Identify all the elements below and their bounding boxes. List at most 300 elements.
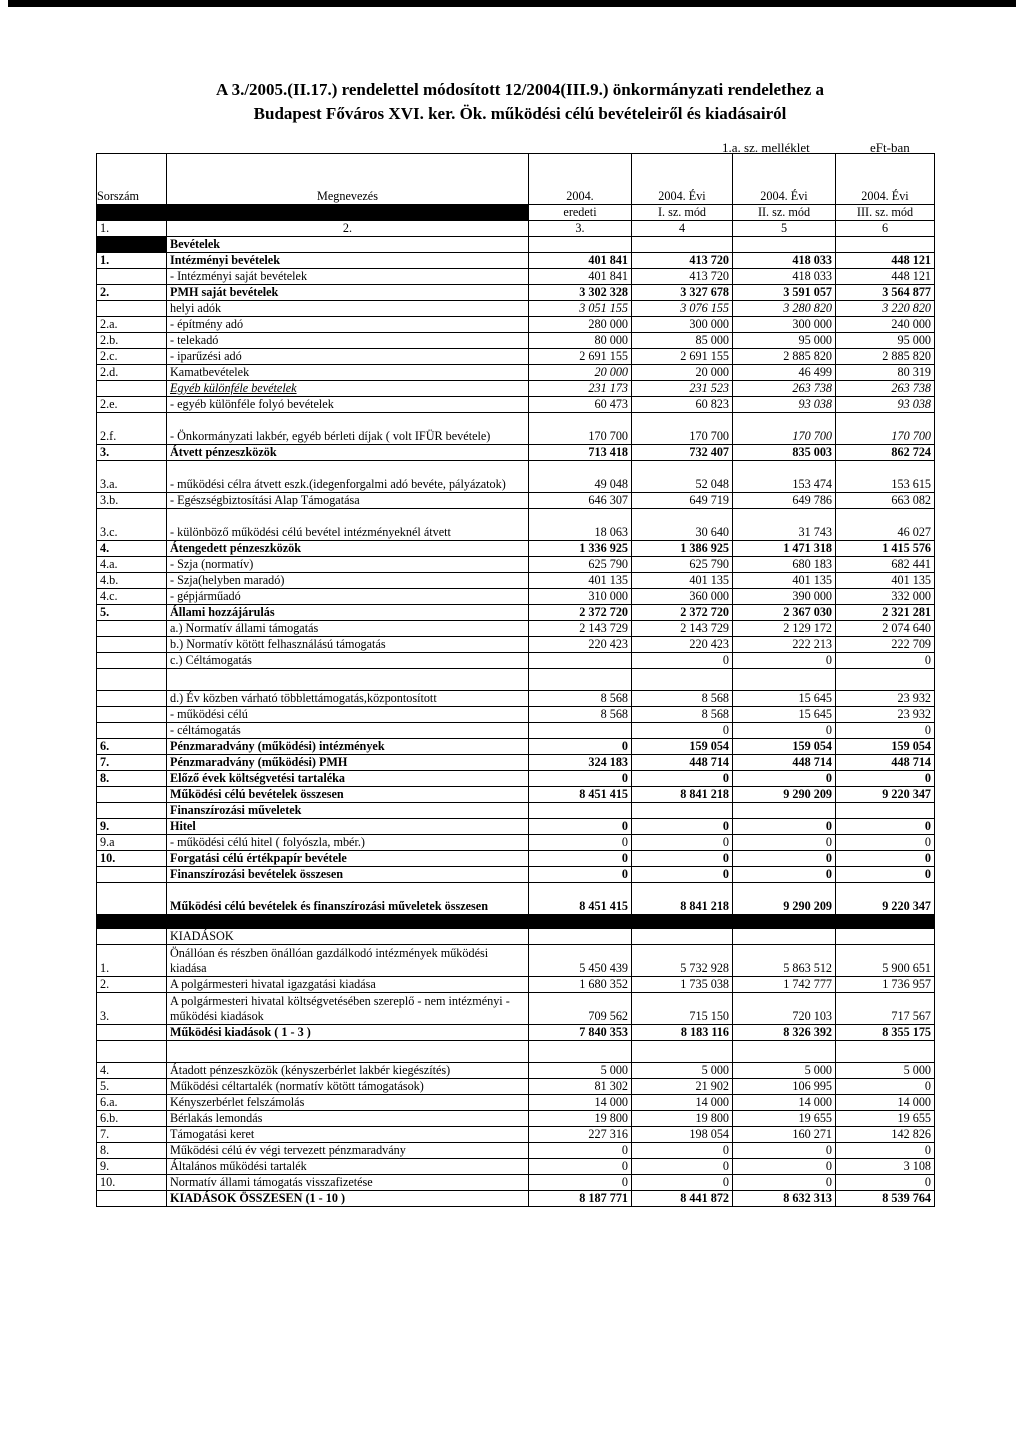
row-name: Intézményi bevételek bbox=[167, 253, 529, 269]
value-cell-col-5: 0 bbox=[733, 723, 836, 739]
row-name: Bérlakás lemondás bbox=[167, 1111, 529, 1127]
row-number: 1. bbox=[97, 945, 167, 977]
section-empty-cell bbox=[97, 929, 167, 945]
table-row bbox=[97, 461, 935, 493]
value-cell-col-5: 46 499 bbox=[733, 365, 836, 381]
value-cell-col-6: 23 932 bbox=[836, 691, 935, 707]
value-cell-col-5: 2 885 820 bbox=[733, 349, 836, 365]
row-name: Pénzmaradvány (működési) intézmények bbox=[167, 739, 529, 755]
value-cell-col-6: 153 615 bbox=[836, 461, 935, 493]
row-number: 7. bbox=[97, 1127, 167, 1143]
colnum-1: 1. bbox=[97, 221, 167, 237]
table-row bbox=[97, 977, 935, 993]
row-number: 6.a. bbox=[97, 1095, 167, 1111]
value-cell-col-5: 0 bbox=[733, 771, 836, 787]
separator-cell bbox=[97, 915, 167, 929]
value-cell-col-5: 401 135 bbox=[733, 573, 836, 589]
row-number bbox=[97, 1041, 167, 1063]
value-cell-col-3 bbox=[529, 803, 632, 819]
row-name: PMH saját bevételek bbox=[167, 285, 529, 301]
value-cell-col-6: 401 135 bbox=[836, 573, 935, 589]
value-cell-col-6: 14 000 bbox=[836, 1095, 935, 1111]
table-row bbox=[97, 349, 935, 365]
header-col-eredeti-bottom: eredeti bbox=[529, 205, 632, 221]
table-row bbox=[97, 669, 935, 691]
value-cell-col-6 bbox=[836, 669, 935, 691]
row-name: c.) Céltámogatás bbox=[167, 653, 529, 669]
value-cell-col-5: 0 bbox=[733, 819, 836, 835]
section-separator-row bbox=[97, 915, 935, 929]
value-cell-col-5: 0 bbox=[733, 1159, 836, 1175]
document-title-line-2: Budapest Főváros XVI. ker. Ök. működési célú bevételeiről és kiadásairól bbox=[253, 104, 787, 123]
table-row bbox=[97, 1191, 935, 1207]
header-col-mod3-top: 2004. Évi bbox=[836, 154, 935, 205]
value-cell-col-6: 0 bbox=[836, 867, 935, 883]
table-row bbox=[97, 381, 935, 397]
value-cell-col-6: 448 714 bbox=[836, 755, 935, 771]
value-cell-col-3: 8 568 bbox=[529, 707, 632, 723]
row-name: - működési célra átvett eszk.(idegenforgalmi adó bevéte, pályázatok) bbox=[167, 461, 529, 493]
value-cell-col-4: 0 bbox=[632, 1143, 733, 1159]
value-cell-col-3: 646 307 bbox=[529, 493, 632, 509]
table-row bbox=[97, 557, 935, 573]
colnum-6: 6 bbox=[836, 221, 935, 237]
value-cell-col-4: 8 568 bbox=[632, 691, 733, 707]
value-cell-col-4: 5 732 928 bbox=[632, 945, 733, 977]
table-row bbox=[97, 1175, 935, 1191]
value-cell-col-6: 0 bbox=[836, 723, 935, 739]
row-name: Önállóan és részben önállóan gazdálkodó intézmények működési kiadása bbox=[167, 945, 529, 977]
table-row bbox=[97, 653, 935, 669]
value-cell-col-3: 280 000 bbox=[529, 317, 632, 333]
row-number: 9. bbox=[97, 1159, 167, 1175]
row-number: 4. bbox=[97, 1063, 167, 1079]
value-cell-col-5: 3 280 820 bbox=[733, 301, 836, 317]
empty-cell bbox=[836, 929, 935, 945]
value-cell-col-3: 0 bbox=[529, 739, 632, 755]
table-row bbox=[97, 621, 935, 637]
row-name: - gépjárműadó bbox=[167, 589, 529, 605]
row-number: 3.a. bbox=[97, 461, 167, 493]
header-col-mod1-top: 2004. Évi bbox=[632, 154, 733, 205]
value-cell-col-3: 0 bbox=[529, 771, 632, 787]
value-cell-col-3 bbox=[529, 723, 632, 739]
row-number: 2.b. bbox=[97, 333, 167, 349]
empty-cell bbox=[529, 929, 632, 945]
table-row bbox=[97, 253, 935, 269]
value-cell-col-6: 2 885 820 bbox=[836, 349, 935, 365]
value-cell-col-6: 0 bbox=[836, 819, 935, 835]
value-cell-col-4: 1 386 925 bbox=[632, 541, 733, 557]
table-row bbox=[97, 755, 935, 771]
row-number: 4.b. bbox=[97, 573, 167, 589]
value-cell-col-3: 8 568 bbox=[529, 691, 632, 707]
value-cell-col-3 bbox=[529, 669, 632, 691]
table-row bbox=[97, 851, 935, 867]
row-name: Működési kiadások ( 1 - 3 ) bbox=[167, 1025, 529, 1041]
row-name: A polgármesteri hivatal igazgatási kiadása bbox=[167, 977, 529, 993]
row-number bbox=[97, 653, 167, 669]
value-cell-col-6: 5 000 bbox=[836, 1063, 935, 1079]
value-cell-col-4: 85 000 bbox=[632, 333, 733, 349]
separator-cell bbox=[836, 915, 935, 929]
value-cell-col-4 bbox=[632, 669, 733, 691]
table-row bbox=[97, 739, 935, 755]
colnum-4: 4 bbox=[632, 221, 733, 237]
value-cell-col-3: 0 bbox=[529, 1143, 632, 1159]
value-cell-col-5: 835 003 bbox=[733, 445, 836, 461]
row-name: - egyéb különféle folyó bevételek bbox=[167, 397, 529, 413]
row-name: Kamatbevételek bbox=[167, 365, 529, 381]
value-cell-col-6: 3 564 877 bbox=[836, 285, 935, 301]
table-row bbox=[97, 1095, 935, 1111]
value-cell-col-6: 8 355 175 bbox=[836, 1025, 935, 1041]
row-name: Támogatási keret bbox=[167, 1127, 529, 1143]
value-cell-col-6: 9 220 347 bbox=[836, 883, 935, 915]
header-row bbox=[97, 154, 935, 205]
value-cell-col-3: 401 135 bbox=[529, 573, 632, 589]
value-cell-col-3: 8 451 415 bbox=[529, 787, 632, 803]
table-row bbox=[97, 1041, 935, 1063]
value-cell-col-4: 20 000 bbox=[632, 365, 733, 381]
table-row bbox=[97, 333, 935, 349]
value-cell-col-6: 0 bbox=[836, 835, 935, 851]
row-number bbox=[97, 621, 167, 637]
table-row bbox=[97, 883, 935, 915]
table-row bbox=[97, 269, 935, 285]
row-name: - Intézményi saját bevételek bbox=[167, 269, 529, 285]
value-cell-col-4: 170 700 bbox=[632, 413, 733, 445]
value-cell-col-5 bbox=[733, 1041, 836, 1063]
row-number bbox=[97, 381, 167, 397]
table-row bbox=[97, 1159, 935, 1175]
row-number: 6. bbox=[97, 739, 167, 755]
value-cell-col-5: 390 000 bbox=[733, 589, 836, 605]
row-number bbox=[97, 637, 167, 653]
column-number-row bbox=[97, 221, 935, 237]
row-number: 2.d. bbox=[97, 365, 167, 381]
value-cell-col-6: 93 038 bbox=[836, 397, 935, 413]
value-cell-col-3: 8 187 771 bbox=[529, 1191, 632, 1207]
row-name: helyi adók bbox=[167, 301, 529, 317]
value-cell-col-5: 418 033 bbox=[733, 269, 836, 285]
section-expense-row bbox=[97, 929, 935, 945]
row-number: 10. bbox=[97, 1175, 167, 1191]
value-cell-col-6: 0 bbox=[836, 1079, 935, 1095]
row-number bbox=[97, 723, 167, 739]
table-row bbox=[97, 605, 935, 621]
value-cell-col-5: 300 000 bbox=[733, 317, 836, 333]
unit-label: eFt-ban bbox=[870, 140, 910, 155]
row-number: 2. bbox=[97, 977, 167, 993]
value-cell-col-3: 2 691 155 bbox=[529, 349, 632, 365]
header-black-cell bbox=[167, 205, 529, 221]
colnum-2: 2. bbox=[167, 221, 529, 237]
header-black-cell bbox=[97, 205, 167, 221]
value-cell-col-4: 715 150 bbox=[632, 993, 733, 1025]
value-cell-col-5: 159 054 bbox=[733, 739, 836, 755]
annex-label: 1.a. sz. melléklet bbox=[722, 140, 810, 155]
row-name: d.) Év közben várható többlettámogatás,központosított bbox=[167, 691, 529, 707]
value-cell-col-3: 0 bbox=[529, 819, 632, 835]
value-cell-col-4: 19 800 bbox=[632, 1111, 733, 1127]
value-cell-col-4: 649 719 bbox=[632, 493, 733, 509]
section-income-label: Bevételek bbox=[167, 237, 529, 253]
value-cell-col-4: 413 720 bbox=[632, 253, 733, 269]
value-cell-col-5: 31 743 bbox=[733, 509, 836, 541]
value-cell-col-6: 23 932 bbox=[836, 707, 935, 723]
value-cell-col-3: 80 000 bbox=[529, 333, 632, 349]
row-number: 7. bbox=[97, 755, 167, 771]
value-cell-col-4: 5 000 bbox=[632, 1063, 733, 1079]
row-name: - iparűzési adó bbox=[167, 349, 529, 365]
separator-cell bbox=[529, 915, 632, 929]
empty-cell bbox=[733, 929, 836, 945]
value-cell-col-6: 332 000 bbox=[836, 589, 935, 605]
value-cell-col-4: 625 790 bbox=[632, 557, 733, 573]
value-cell-col-4: 0 bbox=[632, 1159, 733, 1175]
value-cell-col-6: 0 bbox=[836, 1175, 935, 1191]
row-name: b.) Normatív kötött felhasználású támogatás bbox=[167, 637, 529, 653]
table-row bbox=[97, 993, 935, 1025]
table-row bbox=[97, 317, 935, 333]
value-cell-col-5: 160 271 bbox=[733, 1127, 836, 1143]
value-cell-col-4: 448 714 bbox=[632, 755, 733, 771]
table-row bbox=[97, 445, 935, 461]
value-cell-col-6: 9 220 347 bbox=[836, 787, 935, 803]
row-name: Normatív állami támogatás visszafizetése bbox=[167, 1175, 529, 1191]
row-number: 8. bbox=[97, 1143, 167, 1159]
row-name: - működési célú bbox=[167, 707, 529, 723]
row-number: 4. bbox=[97, 541, 167, 557]
value-cell-col-4: 0 bbox=[632, 653, 733, 669]
row-name: - Egészségbiztosítási Alap Támogatása bbox=[167, 493, 529, 509]
row-number: 9.a bbox=[97, 835, 167, 851]
row-number: 6.b. bbox=[97, 1111, 167, 1127]
value-cell-col-4: 52 048 bbox=[632, 461, 733, 493]
row-number: 4.c. bbox=[97, 589, 167, 605]
header-col-eredeti-top: 2004. bbox=[529, 154, 632, 205]
value-cell-col-3: 231 173 bbox=[529, 381, 632, 397]
row-number bbox=[97, 787, 167, 803]
table-row bbox=[97, 397, 935, 413]
row-name: Átadott pénzeszközök (kényszerbérlet lakbér kiegészítés) bbox=[167, 1063, 529, 1079]
row-name: - Szja (normatív) bbox=[167, 557, 529, 573]
colnum-3: 3. bbox=[529, 221, 632, 237]
value-cell-col-4: 0 bbox=[632, 851, 733, 867]
value-cell-col-5: 3 591 057 bbox=[733, 285, 836, 301]
value-cell-col-6: 717 567 bbox=[836, 993, 935, 1025]
table-row bbox=[97, 365, 935, 381]
value-cell-col-4: 3 076 155 bbox=[632, 301, 733, 317]
table-row bbox=[97, 691, 935, 707]
value-cell-col-4: 0 bbox=[632, 819, 733, 835]
table-row bbox=[97, 1063, 935, 1079]
value-cell-col-6: 862 724 bbox=[836, 445, 935, 461]
value-cell-col-6: 2 321 281 bbox=[836, 605, 935, 621]
value-cell-col-5: 1 471 318 bbox=[733, 541, 836, 557]
row-name bbox=[167, 669, 529, 691]
value-cell-col-4: 14 000 bbox=[632, 1095, 733, 1111]
value-cell-col-5: 5 000 bbox=[733, 1063, 836, 1079]
value-cell-col-6: 46 027 bbox=[836, 509, 935, 541]
value-cell-col-6: 19 655 bbox=[836, 1111, 935, 1127]
value-cell-col-5: 170 700 bbox=[733, 413, 836, 445]
value-cell-col-6: 142 826 bbox=[836, 1127, 935, 1143]
table-row bbox=[97, 1079, 935, 1095]
row-number bbox=[97, 883, 167, 915]
table-row bbox=[97, 573, 935, 589]
row-number bbox=[97, 691, 167, 707]
row-name: - telekadó bbox=[167, 333, 529, 349]
value-cell-col-3: 227 316 bbox=[529, 1127, 632, 1143]
section-income-row bbox=[97, 237, 935, 253]
value-cell-col-6: 682 441 bbox=[836, 557, 935, 573]
row-name: Működési célú év végi tervezett pénzmaradvány bbox=[167, 1143, 529, 1159]
value-cell-col-6 bbox=[836, 1041, 935, 1063]
value-cell-col-5: 5 863 512 bbox=[733, 945, 836, 977]
value-cell-col-4: 732 407 bbox=[632, 445, 733, 461]
value-cell-col-3: 8 451 415 bbox=[529, 883, 632, 915]
value-cell-col-6: 2 074 640 bbox=[836, 621, 935, 637]
value-cell-col-4: 401 135 bbox=[632, 573, 733, 589]
row-number: 10. bbox=[97, 851, 167, 867]
section-black-cell bbox=[97, 237, 167, 253]
value-cell-col-3 bbox=[529, 653, 632, 669]
value-cell-col-6 bbox=[836, 803, 935, 819]
value-cell-col-6: 222 709 bbox=[836, 637, 935, 653]
row-number: 1. bbox=[97, 253, 167, 269]
row-number bbox=[97, 1191, 167, 1207]
table-row bbox=[97, 1143, 935, 1159]
value-cell-col-4: 220 423 bbox=[632, 637, 733, 653]
value-cell-col-5: 2 129 172 bbox=[733, 621, 836, 637]
value-cell-col-4: 3 327 678 bbox=[632, 285, 733, 301]
value-cell-col-3: 220 423 bbox=[529, 637, 632, 653]
row-name: Általános működési tartalék bbox=[167, 1159, 529, 1175]
row-number bbox=[97, 1025, 167, 1041]
value-cell-col-5: 14 000 bbox=[733, 1095, 836, 1111]
row-number: 9. bbox=[97, 819, 167, 835]
row-number: 2.a. bbox=[97, 317, 167, 333]
table-row bbox=[97, 867, 935, 883]
value-cell-col-6: 0 bbox=[836, 771, 935, 787]
value-cell-col-3: 20 000 bbox=[529, 365, 632, 381]
row-name: a.) Normatív állami támogatás bbox=[167, 621, 529, 637]
value-cell-col-5: 2 367 030 bbox=[733, 605, 836, 621]
value-cell-col-3: 713 418 bbox=[529, 445, 632, 461]
table-row bbox=[97, 589, 935, 605]
table-row bbox=[97, 285, 935, 301]
value-cell-col-3: 3 302 328 bbox=[529, 285, 632, 301]
table-row bbox=[97, 787, 935, 803]
value-cell-col-6: 0 bbox=[836, 653, 935, 669]
separator-cell bbox=[167, 915, 529, 929]
value-cell-col-4: 1 735 038 bbox=[632, 977, 733, 993]
value-cell-col-5: 0 bbox=[733, 653, 836, 669]
value-cell-col-4: 300 000 bbox=[632, 317, 733, 333]
value-cell-col-4: 413 720 bbox=[632, 269, 733, 285]
row-number bbox=[97, 301, 167, 317]
value-cell-col-3: 3 051 155 bbox=[529, 301, 632, 317]
top-border-bar bbox=[8, 0, 1016, 7]
table-row bbox=[97, 707, 935, 723]
row-name: Kényszerbérlet felszámolás bbox=[167, 1095, 529, 1111]
value-cell-col-4: 0 bbox=[632, 867, 733, 883]
value-cell-col-3: 324 183 bbox=[529, 755, 632, 771]
value-cell-col-4: 0 bbox=[632, 723, 733, 739]
section-expense-label: KIADÁSOK bbox=[167, 929, 529, 945]
value-cell-col-5: 418 033 bbox=[733, 253, 836, 269]
row-number: 2. bbox=[97, 285, 167, 301]
value-cell-col-5: 0 bbox=[733, 851, 836, 867]
value-cell-col-3: 625 790 bbox=[529, 557, 632, 573]
value-cell-col-5: 93 038 bbox=[733, 397, 836, 413]
row-number: 8. bbox=[97, 771, 167, 787]
value-cell-col-5: 9 290 209 bbox=[733, 883, 836, 915]
value-cell-col-5: 448 714 bbox=[733, 755, 836, 771]
table-row bbox=[97, 637, 935, 653]
value-cell-col-4: 0 bbox=[632, 1175, 733, 1191]
header-col-mod2-bottom: II. sz. mód bbox=[733, 205, 836, 221]
table-row bbox=[97, 509, 935, 541]
value-cell-col-5: 0 bbox=[733, 1143, 836, 1159]
header-col-mod3-bottom: III. sz. mód bbox=[836, 205, 935, 221]
table-row bbox=[97, 771, 935, 787]
value-cell-col-4: 60 823 bbox=[632, 397, 733, 413]
value-cell-col-5: 153 474 bbox=[733, 461, 836, 493]
table-row bbox=[97, 493, 935, 509]
value-cell-col-3: 1 336 925 bbox=[529, 541, 632, 557]
value-cell-col-5: 8 326 392 bbox=[733, 1025, 836, 1041]
value-cell-col-3: 0 bbox=[529, 1159, 632, 1175]
budget-table bbox=[96, 153, 935, 1207]
value-cell-col-6: 5 900 651 bbox=[836, 945, 935, 977]
row-number: 2.c. bbox=[97, 349, 167, 365]
value-cell-col-5 bbox=[733, 669, 836, 691]
table-row bbox=[97, 1025, 935, 1041]
table-row bbox=[97, 1111, 935, 1127]
table-row bbox=[97, 541, 935, 557]
value-cell-col-4: 8 841 218 bbox=[632, 883, 733, 915]
row-name: A polgármesteri hivatal költségvetésében szereplő - nem intézményi - működési kiadások bbox=[167, 993, 529, 1025]
row-name: Forgatási célú értékpapír bevétele bbox=[167, 851, 529, 867]
value-cell-col-6: 1 415 576 bbox=[836, 541, 935, 557]
table-row bbox=[97, 413, 935, 445]
value-cell-col-3: 18 063 bbox=[529, 509, 632, 541]
value-cell-col-3: 60 473 bbox=[529, 397, 632, 413]
value-cell-col-3: 401 841 bbox=[529, 253, 632, 269]
value-cell-col-3: 2 372 720 bbox=[529, 605, 632, 621]
value-cell-col-6: 448 121 bbox=[836, 253, 935, 269]
value-cell-col-3 bbox=[529, 1041, 632, 1063]
value-cell-col-5: 95 000 bbox=[733, 333, 836, 349]
value-cell-col-3: 709 562 bbox=[529, 993, 632, 1025]
row-name: - céltámogatás bbox=[167, 723, 529, 739]
value-cell-col-5: 106 995 bbox=[733, 1079, 836, 1095]
value-cell-col-3: 0 bbox=[529, 851, 632, 867]
document-title-line-1: A 3./2005.(II.17.) rendelettel módosított 12/2004(III.9.) önkormányzati rendelethez a bbox=[215, 80, 824, 99]
header-row-2 bbox=[97, 205, 935, 221]
row-name: Finanszírozási műveletek bbox=[167, 803, 529, 819]
value-cell-col-5: 0 bbox=[733, 1175, 836, 1191]
row-number: 3. bbox=[97, 993, 167, 1025]
value-cell-col-4: 8 183 116 bbox=[632, 1025, 733, 1041]
value-cell-col-4: 8 441 872 bbox=[632, 1191, 733, 1207]
value-cell-col-4: 8 568 bbox=[632, 707, 733, 723]
row-number: 5. bbox=[97, 1079, 167, 1095]
row-name: KIADÁSOK ÖSSZESEN (1 - 10 ) bbox=[167, 1191, 529, 1207]
